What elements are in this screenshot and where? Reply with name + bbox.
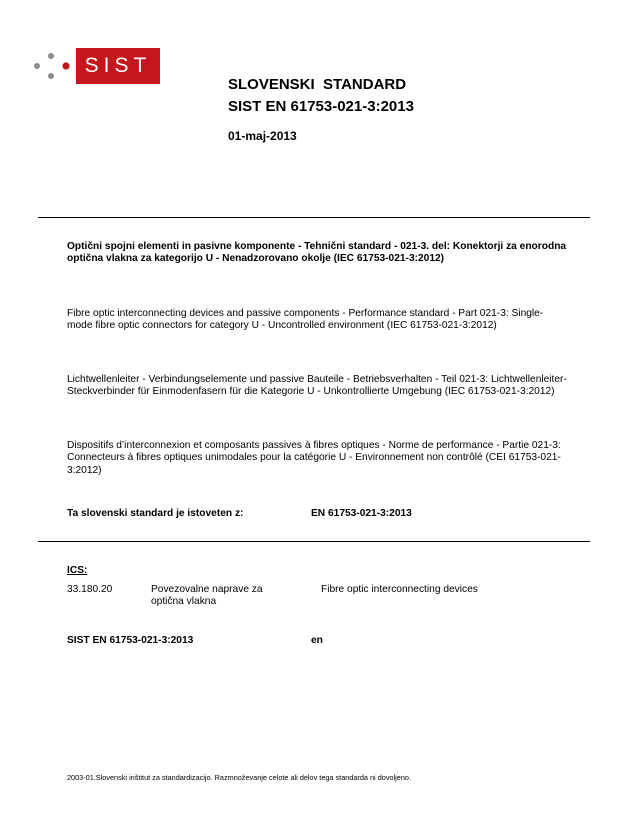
identical-label: Ta slovenski standard je istoveten z: [67,508,244,519]
standard-type: SLOVENSKI STANDARD [228,76,407,93]
top-divider [38,217,590,218]
title-english: Fibre optic interconnecting devices and passive components - Performance standard - Part 021-3: Single-mode fibre optic connectors for category U - Uncontrolled environment (IEC 61753-021-3:2012) [67,308,544,332]
sist-logo: SIST [76,48,160,84]
summary-language: en [311,635,323,646]
standard-date: 01-maj-2013 [228,129,297,143]
title-german: Lichtwellenleiter - Verbindungselemente und passive Bauteile - Betriebsverhalten - Teil 021-3: Lichtwellenleiter-Steckverbinder für Einmodenfasern für die Kategorie U - Unkontrollierte Umgebung (IEC 61753-021-3:2012) [67,374,567,398]
standard-code: SIST EN 61753-021-3:2013 [228,98,414,115]
ics-description-en: Fibre optic interconnecting devices [321,584,478,595]
logo-dots-icon [30,48,76,84]
middle-divider [38,541,590,542]
ics-description-sl: Povezovalne naprave za optična vlakna [151,584,263,608]
footer-notice: 2003-01.Slovenski inštitut za standardizacijo. Razmnoževanje celote ali delov tega standarda ni dovoljeno. [67,773,411,782]
title-french: Dispositifs d’interconnexion et composants passives à fibres optiques - Norme de performance - Partie 021-3: Connecteurs à fibres optiques unimodales pour la catégorie U - Environnement non contrôlé (CEI 61753-021-3:2012) [67,440,561,476]
ics-code: 33.180.20 [67,584,113,595]
summary-code: SIST EN 61753-021-3:2013 [67,635,194,646]
title-slovenian: Optični spojni elementi in pasivne komponente - Tehnični standard - 021-3. del: Konektorji za enorodna optična vlakna za kategorijo U - Nenadzorovano okolje (IEC 61753-021-3:2012) [67,241,567,265]
ics-label: ICS: [67,565,88,576]
identical-value: EN 61753-021-3:2013 [311,508,412,519]
